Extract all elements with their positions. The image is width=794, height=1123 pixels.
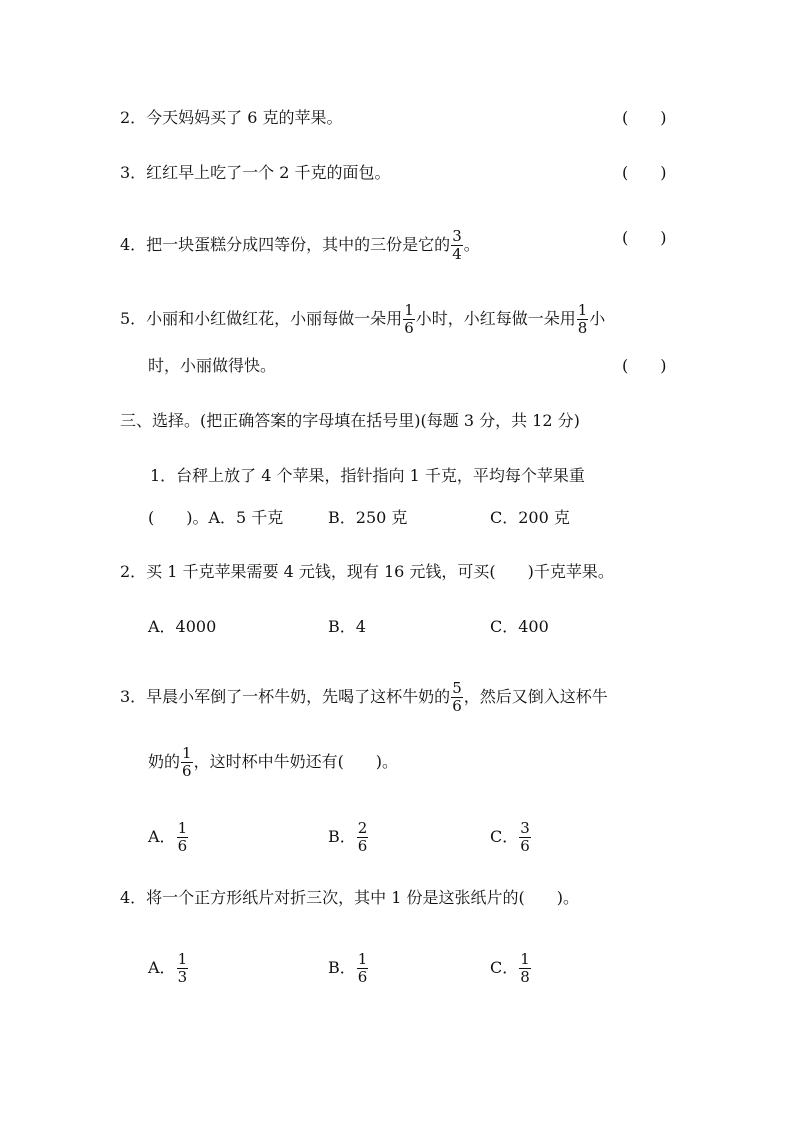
judge-question-2-text: 2．今天妈妈买了 6 克的苹果。: [120, 108, 343, 127]
fraction-denominator: 6: [357, 968, 368, 986]
judge-question-3-text: 3．红红早上吃了一个 2 千克的面包。: [120, 163, 391, 182]
choice-question-2: 2．买 1 千克苹果需要 4 元钱，现有 16 元钱，可买( )千克苹果。: [120, 562, 614, 581]
judge-question-4: [120, 228, 480, 263]
fraction-denominator: 6: [404, 319, 414, 337]
judge-question-5-middle: 小时，小红每做一朵用: [415, 309, 576, 328]
choice-question-3-line2: [148, 745, 398, 780]
fraction-denominator: 8: [577, 319, 588, 337]
fraction: [357, 951, 369, 986]
fraction: [519, 951, 531, 986]
choice-question-4-option-c[interactable]: [490, 951, 532, 986]
judge-question-4-tail: 。: [463, 235, 480, 254]
judge-question-2: [120, 108, 343, 128]
fraction-denominator: 6: [182, 762, 192, 780]
fraction: [177, 820, 189, 855]
fraction-numerator: 1: [520, 950, 530, 968]
option-label: A．: [148, 958, 176, 977]
option-label: B．: [328, 958, 356, 977]
fraction: [181, 745, 193, 780]
choice-question-1-line1: 1．台秤上放了 4 个苹果，指针指向 1 千克，平均每个苹果重: [150, 466, 585, 485]
choice-question-3-text: 3．早晨小军倒了一杯牛奶，先喝了这杯牛奶的: [120, 687, 451, 706]
choice-question-3-tail: ，然后又倒入这杯牛: [463, 687, 608, 706]
fraction: [519, 820, 531, 855]
option-label: B．: [328, 827, 356, 846]
fraction-numerator: 1: [577, 301, 588, 319]
choice-question-3-line2-tail: ，这时杯中牛奶还有( )。: [193, 752, 399, 771]
judge-question-5-line2: 时，小丽做得快。: [148, 356, 277, 375]
fraction: [357, 820, 369, 855]
option-label: C．: [490, 958, 519, 977]
fraction: [451, 680, 463, 715]
choice-question-2-option-c[interactable]: C．400: [490, 617, 549, 636]
option-label: C．: [490, 827, 519, 846]
choice-question-3: [120, 680, 608, 715]
fraction-numerator: 5: [452, 679, 462, 697]
judge-question-3-answer-paren[interactable]: ( ): [622, 163, 667, 182]
judge-question-5-answer-paren[interactable]: ( ): [622, 356, 667, 375]
judge-question-5: [120, 302, 605, 337]
section-3-title: 三、选择。(把正确答案的字母填在括号里)(每题 3 分，共 12 分): [120, 411, 580, 430]
choice-question-1-line2[interactable]: ( )。A．5 千克: [148, 508, 284, 527]
fraction-denominator: 6: [357, 837, 368, 855]
option-label: A．: [148, 827, 176, 846]
fraction: [451, 228, 463, 263]
choice-question-4-option-b[interactable]: [328, 951, 369, 986]
fraction-denominator: 3: [177, 968, 188, 986]
judge-question-5-tail: 小: [589, 309, 606, 328]
fraction-numerator: 1: [404, 301, 414, 319]
judge-question-4-text: 4．把一块蛋糕分成四等份，其中的三份是它的: [120, 235, 451, 254]
fraction-denominator: 6: [520, 837, 530, 855]
fraction-denominator: 4: [452, 245, 462, 263]
judge-question-5-text: 5．小丽和小红做红花，小丽每做一朵用: [120, 309, 403, 328]
fraction: [177, 951, 189, 986]
fraction-numerator: 2: [357, 819, 368, 837]
choice-question-1-option-c[interactable]: C．200 克: [490, 508, 570, 527]
fraction-denominator: 6: [177, 837, 188, 855]
fraction-numerator: 1: [182, 744, 192, 762]
fraction-numerator: 1: [177, 819, 188, 837]
fraction: [403, 302, 415, 337]
fraction-numerator: 1: [357, 950, 368, 968]
choice-question-1-option-b[interactable]: B．250 克: [328, 508, 408, 527]
choice-question-3-option-a[interactable]: [148, 820, 189, 855]
judge-question-3: [120, 163, 391, 183]
judge-question-4-answer-paren[interactable]: ( ): [622, 228, 667, 247]
choice-question-2-option-b[interactable]: B．4: [328, 617, 366, 636]
judge-question-2-answer-paren[interactable]: ( ): [622, 108, 667, 127]
fraction-numerator: 3: [520, 819, 530, 837]
fraction-denominator: 8: [520, 968, 530, 986]
fraction-numerator: 3: [452, 227, 462, 245]
fraction: [577, 302, 589, 337]
fraction-numerator: 1: [177, 950, 188, 968]
fraction-denominator: 6: [452, 697, 462, 715]
choice-question-4: 4．将一个正方形纸片对折三次，其中 1 份是这张纸片的( )。: [120, 888, 580, 907]
choice-question-3-option-c[interactable]: [490, 820, 532, 855]
choice-question-4-option-a[interactable]: [148, 951, 189, 986]
choice-question-2-option-a[interactable]: A．4000: [148, 617, 217, 636]
choice-question-3-option-b[interactable]: [328, 820, 369, 855]
choice-question-3-line2-head: 奶的: [148, 752, 181, 771]
